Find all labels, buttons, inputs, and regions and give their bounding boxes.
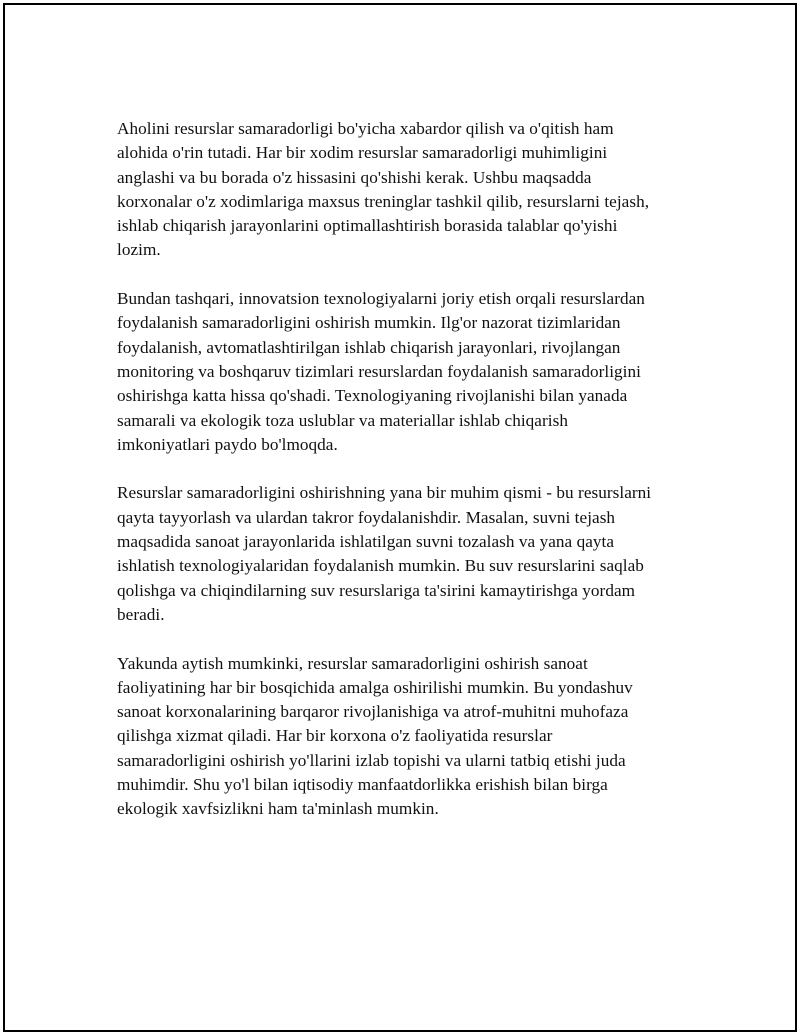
text-line: Bundan tashqari, innovatsion texnologiyalarni joriy etish orqali resurslardan (117, 289, 645, 309)
text-line: samarali va ekologik toza uslublar va materiallar ishlab chiqarish (117, 410, 568, 430)
paragraph (117, 117, 697, 263)
text-line: foydalanish, avtomatlashtirilgan ishlab chiqarish jarayonlari, rivojlangan (117, 337, 621, 357)
text-line: alohida o'rin tutadi. Har bir xodim resurslar samaradorligi muhimligini (117, 143, 608, 163)
text-line: ishlab chiqarish jarayonlarini optimallashtirish borasida talablar qo'yishi (117, 216, 618, 236)
text-line: ishlatish texnologiyalaridan foydalanish mumkin. Bu suv resurslarini saqlab (117, 556, 644, 576)
text-line: maqsadida sanoat jarayonlarida ishlatilgan suvni tozalash va yana qayta (117, 532, 615, 552)
paragraph (117, 652, 697, 822)
text-line: Yakunda aytish mumkinki, resurslar samaradorligini oshirish sanoat (117, 653, 588, 673)
text-line: Resurslar samaradorligini oshirishning yana bir muhim qismi - bu resurslarni (117, 483, 652, 503)
text-line: anglashi va bu borada o'z hissasini qo'shishi kerak. Ushbu maqsadda (117, 167, 592, 187)
text-line: muhimdir. Shu yo'l bilan iqtisodiy manfaatdorlikka erishish bilan birga (117, 775, 608, 795)
text-line: Aholini resurslar samaradorligi bo'yicha xabardor qilish va o'qitish ham (117, 119, 614, 138)
text-line: qayta tayyorlash va ulardan takror foydalanishdir. Masalan, suvni tejash (117, 507, 616, 527)
text-line: faoliyatining har bir bosqichida amalga oshirilishi mumkin. Bu yondashuv (117, 677, 633, 697)
document-body (117, 117, 697, 822)
text-line: sanoat korxonalarining barqaror rivojlanishiga va atrof-muhitni muhofaza (117, 702, 629, 722)
text-line: korxonalar o'z xodimlariga maxsus treninglar tashkil qilib, resurslarni tejash, (117, 191, 650, 211)
text-line: foydalanish samaradorligini oshirish mumkin. Ilg'or nazorat tizimlaridan (117, 313, 621, 333)
text-line: monitoring va boshqaruv tizimlari resurslardan foydalanish samaradorligini (117, 361, 641, 381)
text-line: ekologik xavfsizlikni ham ta'minlash mumkin. (117, 799, 439, 819)
paragraph (117, 481, 697, 627)
text-line: samaradorligini oshirish yo'llarini izlab topishi va ularni tatbiq etishi juda (117, 750, 626, 770)
paragraph (117, 287, 697, 457)
text-line: beradi. (117, 604, 165, 624)
text-line: qolishga va chiqindilarning suv resurslariga ta'sirini kamaytirishga yordam (117, 580, 636, 600)
text-line: qilishga xizmat qiladi. Har bir korxona o'z faoliyatida resurslar (117, 726, 553, 746)
text-line: imkoniyatlari paydo bo'lmoqda. (117, 434, 338, 454)
text-line: lozim. (117, 240, 161, 260)
text-line: oshirishga katta hissa qo'shadi. Texnologiyaning rivojlanishi bilan yanada (117, 386, 628, 406)
